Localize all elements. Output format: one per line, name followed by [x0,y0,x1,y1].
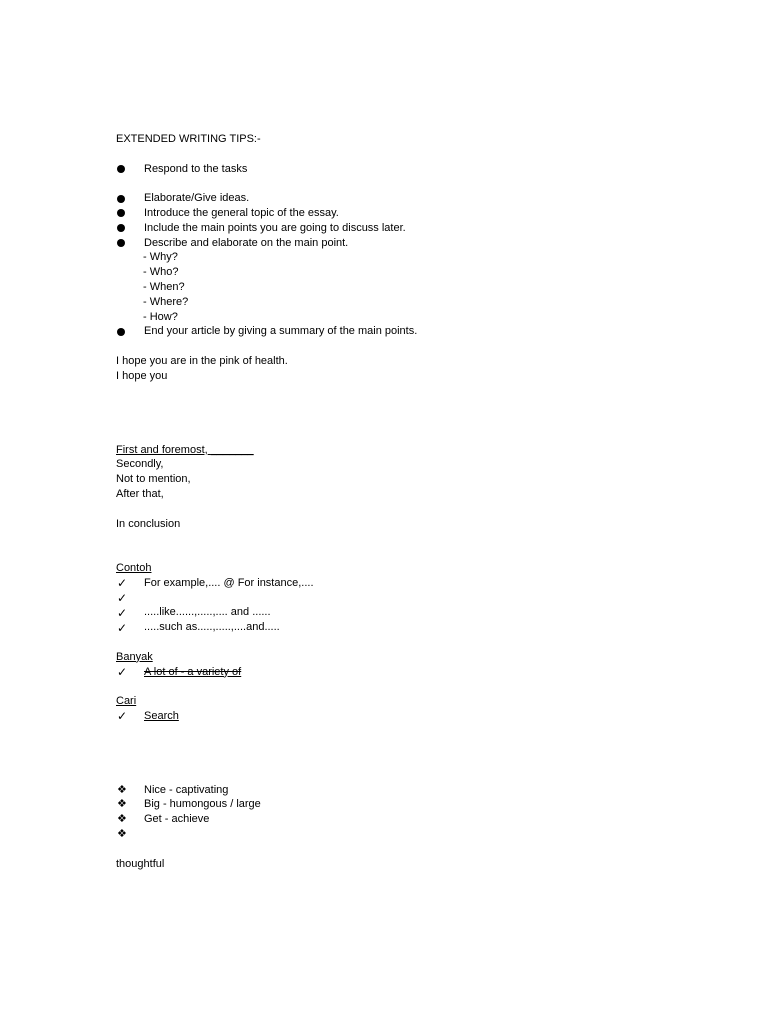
list-item: ✓ .....like......,.....,.... and ...... [117,605,271,620]
spacer [116,502,676,517]
cari-label: Cari [116,695,137,708]
list-item: ❖ Nice - captivating [117,783,229,796]
check-icon: ✓ [117,664,128,679]
document-body [116,132,676,871]
connector-line: Not to mention, [116,473,191,486]
spacer [116,176,676,191]
bullet-icon [116,239,144,247]
bullet-icon [116,195,144,203]
list-item: ✓ For example,.... @ For instance,.... [117,576,314,591]
final-word: thoughtful [116,857,165,870]
greeting-line: I hope you [116,369,168,382]
bullet-icon [116,328,144,336]
sub-question: - How? [143,310,178,323]
sub-question: - Where? [143,295,189,308]
spacer [116,339,676,354]
spacer [116,724,676,783]
list-item: Include the main points you are going to discuss later. [116,221,676,236]
list-item: ✓ .....such as.....,.....,....and..... [117,620,280,635]
list-item: ✓ A lot of - a variety of [117,664,242,679]
check-icon: ✓ [117,576,128,591]
connector-first: First and foremost, _______ [116,443,254,456]
banyak-label: Banyak [116,650,153,663]
bullet-icon [116,224,144,232]
check-icon: ✓ [117,709,128,724]
connector-line: After that, [116,487,164,500]
list-item: ✓ Search [117,709,179,724]
spacer [116,635,676,650]
list-item: Introduce the general topic of the essay. [116,206,676,221]
diamond-icon: ❖ [117,798,127,811]
list-item: Describe and elaborate on the main point. [116,236,676,251]
list-item [116,591,676,606]
spacer [116,679,676,694]
bullet-icon [116,209,144,217]
check-icon: ✓ [117,590,128,605]
list-item: End your article by giving a summary of the main points. [116,324,676,339]
list-item: ❖ Get - achieve [117,813,210,826]
diamond-icon: ❖ [117,783,127,796]
bullet-icon [116,165,144,173]
list-item: Elaborate/Give ideas. [116,191,676,206]
diamond-icon: ❖ [117,827,127,840]
list-item: ❖ Big - humongous / large [117,798,261,811]
spacer [116,842,676,857]
connector-line: Secondly, [116,458,164,471]
spacer [116,531,676,561]
connector-conclusion: In conclusion [116,517,181,530]
spacer [116,147,676,162]
list-item: Respond to the tasks [116,162,676,177]
document-heading: EXTENDED WRITING TIPS:- [116,133,261,145]
check-icon: ✓ [117,620,128,635]
sub-question: - Who? [143,266,179,279]
list-item [116,827,676,842]
diamond-icon: ❖ [117,813,127,826]
greeting-line: I hope you are in the pink of health. [116,354,288,367]
contoh-label: Contoh [116,561,152,574]
spacer [116,384,676,443]
sub-question: - When? [143,280,185,293]
sub-question: - Why? [143,251,178,264]
check-icon: ✓ [117,605,128,620]
